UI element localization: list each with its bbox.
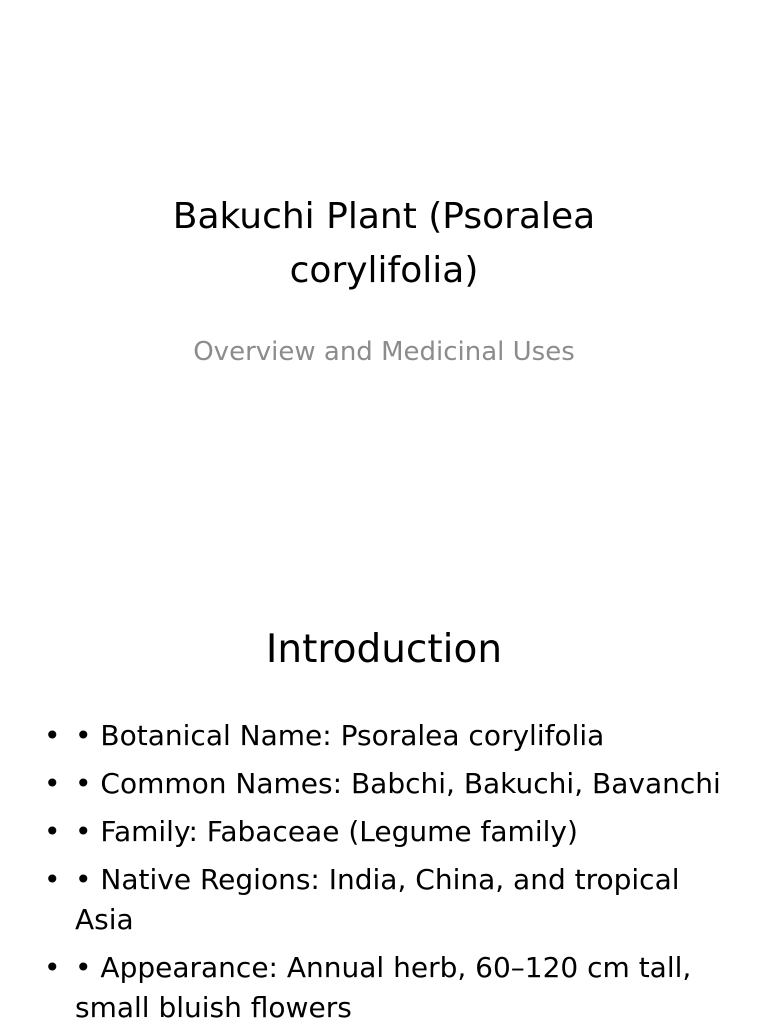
bullet-text: • Family: Fabaceae (Legume family) — [75, 815, 578, 848]
bullet-icon: • — [44, 815, 61, 848]
bullet-icon: • — [44, 719, 61, 752]
bullet-icon: • — [44, 951, 61, 984]
bullet-list — [0, 716, 768, 1036]
bullet-text: • Appearance: Annual herb, 60–120 cm tall, small bluish flowers — [75, 951, 692, 1024]
slide-title: Bakuchi Plant (Psoralea corylifolia) — [172, 196, 596, 291]
bullet-icon: • — [44, 767, 61, 800]
list-item — [0, 948, 768, 1028]
section-title: Introduction — [265, 627, 503, 672]
bullet-icon: • — [44, 863, 61, 896]
list-item — [0, 812, 768, 852]
list-item — [0, 764, 768, 804]
list-item — [0, 860, 768, 940]
bullet-text: • Common Names: Babchi, Bakuchi, Bavanchi — [75, 767, 721, 800]
bullet-text: • Botanical Name: Psoralea corylifolia — [75, 719, 605, 752]
introduction-slide — [0, 576, 768, 1024]
slide-subtitle: Overview and Medicinal Uses — [193, 337, 575, 367]
list-item — [0, 716, 768, 756]
bullet-text: • Native Regions: India, China, and tropical Asia — [75, 863, 680, 936]
